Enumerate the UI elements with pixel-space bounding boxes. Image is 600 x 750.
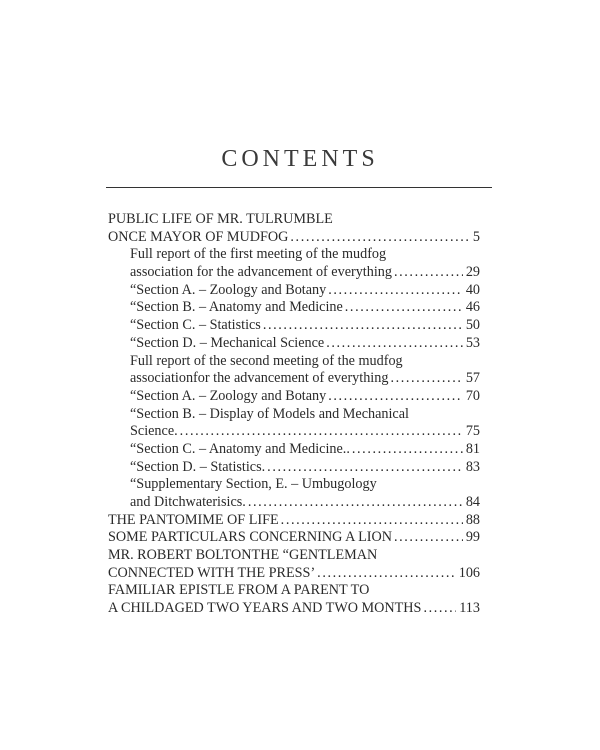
toc-entry <box>108 600 480 618</box>
dot-leader <box>394 264 463 282</box>
table-of-contents <box>108 211 480 618</box>
toc-page-number: 99 <box>465 529 480 546</box>
toc-page-number: 46 <box>465 299 480 316</box>
toc-page-number: 53 <box>465 334 480 351</box>
toc-entry-title: association for the advancement of everything <box>130 264 392 281</box>
toc-entry-title: FAMILIAR EPISTLE FROM A PARENT TO <box>108 582 370 599</box>
toc-page-number: 29 <box>465 264 480 281</box>
toc-entry <box>108 353 480 371</box>
toc-entry <box>108 299 480 317</box>
toc-entry <box>108 441 480 459</box>
toc-entry-title: “Section C. – Anatomy and Medicine.. <box>130 440 350 457</box>
toc-page-number: 5 <box>472 228 480 245</box>
toc-page-number: 70 <box>465 387 480 404</box>
toc-page-number: 40 <box>465 281 480 298</box>
toc-page-number: 83 <box>465 458 480 475</box>
toc-entry-title: Full report of the first meeting of the mudfog <box>130 246 387 263</box>
toc-entry-title: “Section D. – Statistics. <box>130 458 266 475</box>
toc-entry <box>108 582 480 600</box>
toc-entry-title: MR. ROBERT BOLTONTHE “GENTLEMAN <box>108 547 378 564</box>
toc-entry <box>108 423 480 441</box>
toc-entry-title: Science. <box>130 423 178 440</box>
toc-entry <box>108 264 480 282</box>
toc-entry <box>108 282 480 300</box>
toc-page-number: 106 <box>458 564 480 581</box>
toc-page-number: 75 <box>465 423 480 440</box>
toc-entry <box>108 547 480 565</box>
toc-entry-title: SOME PARTICULARS CONCERNING A LION <box>108 529 392 546</box>
title-rule <box>106 187 492 188</box>
toc-page-number: 57 <box>465 370 480 387</box>
toc-entry <box>108 406 480 424</box>
toc-entry <box>108 512 480 530</box>
toc-entry-title: THE PANTOMIME OF LIFE <box>108 511 279 528</box>
toc-entry <box>108 211 480 229</box>
dot-leader <box>281 512 463 530</box>
dot-leader <box>263 317 463 335</box>
dot-leader <box>352 441 463 459</box>
toc-entry-title: “Section D. – Mechanical Science <box>130 334 325 351</box>
dot-leader <box>328 282 463 300</box>
toc-entry <box>108 388 480 406</box>
dot-leader <box>290 229 470 247</box>
toc-entry-title: PUBLIC LIFE OF MR. TULRUMBLE <box>108 211 333 227</box>
toc-entry-title: CONNECTED WITH THE PRESS’ <box>108 564 316 581</box>
toc-entry-title: and Ditchwaterisics. <box>130 494 246 510</box>
toc-entry <box>108 370 480 388</box>
dot-leader <box>328 388 463 406</box>
toc-entry-title: associationfor the advancement of everything <box>130 370 389 387</box>
toc-page-number: 113 <box>459 600 480 617</box>
toc-page-number: 84 <box>465 494 480 510</box>
page-title: CONTENTS <box>221 146 379 172</box>
toc-entry <box>108 459 480 477</box>
toc-entry-title: “Section B. – Anatomy and Medicine <box>130 299 343 316</box>
toc-page-number: 81 <box>465 440 480 457</box>
toc-entry-title: ONCE MAYOR OF MUDFOG <box>108 228 289 245</box>
dot-leader <box>390 370 462 388</box>
toc-page-number: 88 <box>465 511 480 528</box>
dot-leader <box>326 335 463 353</box>
dot-leader <box>345 299 463 317</box>
toc-entry <box>108 476 480 494</box>
toc-entry-title: “Supplementary Section, E. – Umbugology <box>130 476 377 493</box>
dot-leader <box>267 459 463 477</box>
toc-entry <box>108 565 480 583</box>
toc-entry <box>108 494 480 512</box>
toc-entry-title: “Section A. – Zoology and Botany <box>130 387 327 404</box>
dot-leader <box>180 423 463 441</box>
toc-entry <box>108 246 480 264</box>
toc-entry-title: A CHILDAGED TWO YEARS AND TWO MONTHS <box>108 600 422 617</box>
toc-entry-title: Full report of the second meeting of the mudfog <box>130 352 403 369</box>
toc-entry-title: “Section C. – Statistics <box>130 317 261 334</box>
toc-entry <box>108 529 480 547</box>
toc-entry <box>108 335 480 353</box>
dot-leader <box>394 529 463 547</box>
dot-leader <box>248 494 463 512</box>
toc-entry-title: “Section B. – Display of Models and Mechanical <box>130 405 409 422</box>
dot-leader <box>423 600 456 618</box>
toc-entry <box>108 229 480 247</box>
dot-leader <box>317 565 456 583</box>
toc-entry-title: “Section A. – Zoology and Botany <box>130 281 327 298</box>
toc-entry <box>108 317 480 335</box>
toc-page-number: 50 <box>465 317 480 334</box>
